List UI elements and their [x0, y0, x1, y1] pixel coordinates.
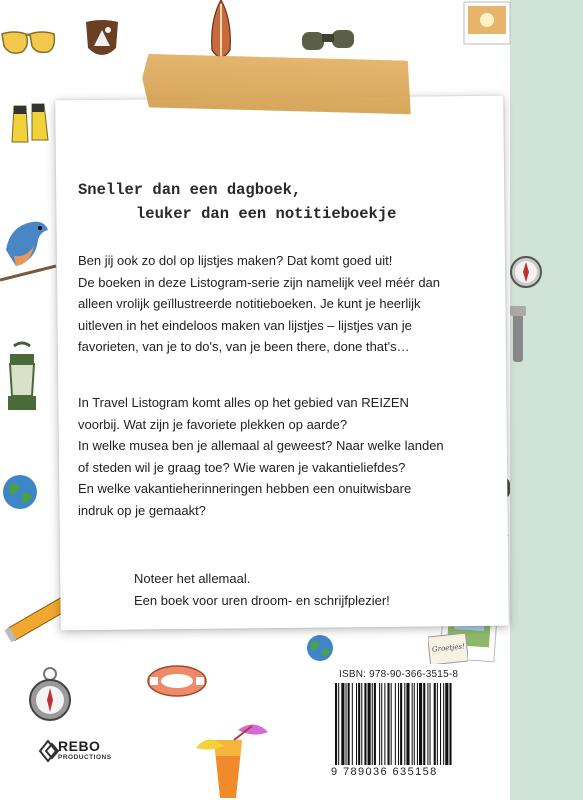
text-line: Ben jij ook zo dol op lijstjes maken? Dat komt goed uit!: [78, 253, 393, 268]
headline: [78, 178, 478, 226]
flippers-icon: [10, 102, 50, 148]
barcode-bar: [440, 683, 441, 765]
text-line: Een boek voor uren droom- en schrijfplezier!: [134, 592, 390, 608]
barcode-bar: [335, 683, 337, 765]
text-line: En welke vakantieherinneringen hebben een onuitwisbare: [78, 481, 412, 496]
binoculars-icon: [300, 26, 358, 54]
surfboard-icon: [208, 0, 234, 64]
side-color-strip: [510, 0, 583, 800]
barcode-bar: [449, 683, 451, 765]
barcode-bar: [427, 683, 428, 765]
travel-paragraph: [78, 392, 498, 521]
flashlight-icon: [508, 304, 528, 364]
text-line: indruk op je gemaakt?: [78, 502, 206, 518]
barcode-bar: [400, 683, 402, 765]
barcode-bar: [404, 683, 405, 765]
text-line: favorieten, van je to do's, van je been there, done that's…: [78, 339, 410, 354]
barcode-bar: [379, 683, 380, 765]
closing-paragraph: [134, 568, 554, 611]
barcode-bar: [398, 683, 399, 765]
compass-right-icon: [508, 250, 544, 290]
text-line: De boeken in deze Listogram-serie zijn namelijk veel méér dan: [78, 274, 441, 290]
barcode-bar: [346, 683, 347, 765]
note-card: [55, 96, 509, 631]
barcode-bar: [384, 683, 385, 765]
barcode-bar: [388, 683, 390, 765]
barcode-bar: [341, 683, 344, 765]
barcode-bar: [419, 683, 422, 765]
barcode-bar: [358, 683, 360, 765]
barcode-bar: [406, 683, 409, 765]
lantern-icon: [2, 340, 42, 418]
postcard-text: Groetjes!: [431, 642, 466, 654]
sunglasses-icon: [0, 26, 56, 58]
headline-line-1: Sneller dan een dagboek,: [78, 181, 302, 199]
cocktail-icon: [194, 718, 274, 800]
barcode-bar: [372, 683, 373, 765]
text-line: In welke musea ben je allemaal al geweest? Naar welke landen: [78, 438, 444, 453]
barcode-bar: [443, 683, 444, 765]
park-badge-icon: [84, 18, 120, 62]
barcode-bar: [361, 683, 362, 765]
publisher-subtitle: PRODUCTIONS: [58, 754, 112, 761]
barcode: [331, 683, 503, 765]
bluebird-icon: [0, 210, 58, 284]
barcode-bar: [412, 683, 413, 765]
headline-line-2: leuker dan een notitieboekje: [136, 205, 397, 223]
compass-bottom-icon: [26, 662, 74, 722]
barcode-bar: [374, 683, 376, 765]
publisher-name: REBO: [58, 738, 101, 754]
photo-top-icon: [462, 0, 512, 46]
isbn-label: ISBN: 978-90-366-3515-8: [339, 669, 459, 680]
barcode-bar: [430, 683, 431, 765]
barcode-bar: [414, 683, 415, 765]
barcode-bar: [423, 683, 425, 765]
barcode-bar: [434, 683, 436, 765]
text-line: uitleven in het eindeloos maken van lijstjes – lijstjes van je: [78, 317, 412, 333]
barcode-bar: [348, 683, 350, 765]
text-line: of steden wil je graag toe? Wie waren je vakantieliefdes?: [78, 459, 406, 475]
barcode-bar: [364, 683, 366, 765]
barcode-bar: [391, 683, 392, 765]
barcode-bar: [368, 683, 371, 765]
text-line: alleen vrolijk geïllustreerde notitieboeken. Je kunt je heerlijk: [78, 296, 421, 311]
barcode-bar: [381, 683, 382, 765]
barcode-number: 9 789036 635158: [331, 766, 438, 778]
barcode-bar: [356, 683, 357, 765]
life-ring-icon: [146, 664, 208, 698]
barcode-bar: [445, 683, 448, 765]
intro-paragraph: [78, 250, 498, 358]
barcode-bar: [338, 683, 339, 765]
barcode-bar: [352, 683, 353, 765]
globe-bottom-icon: [306, 634, 334, 662]
globe-left-icon: [2, 474, 38, 510]
barcode-bar: [417, 683, 418, 765]
text-line: voorbij. Wat zijn je favoriete plekken op aarde?: [78, 416, 348, 432]
barcode-bar: [395, 683, 396, 765]
barcode-bar: [437, 683, 438, 765]
text-line: In Travel Listogram komt alles op het gebied van REIZEN: [78, 395, 409, 410]
text-line: Noteer het allemaal.: [134, 571, 251, 586]
